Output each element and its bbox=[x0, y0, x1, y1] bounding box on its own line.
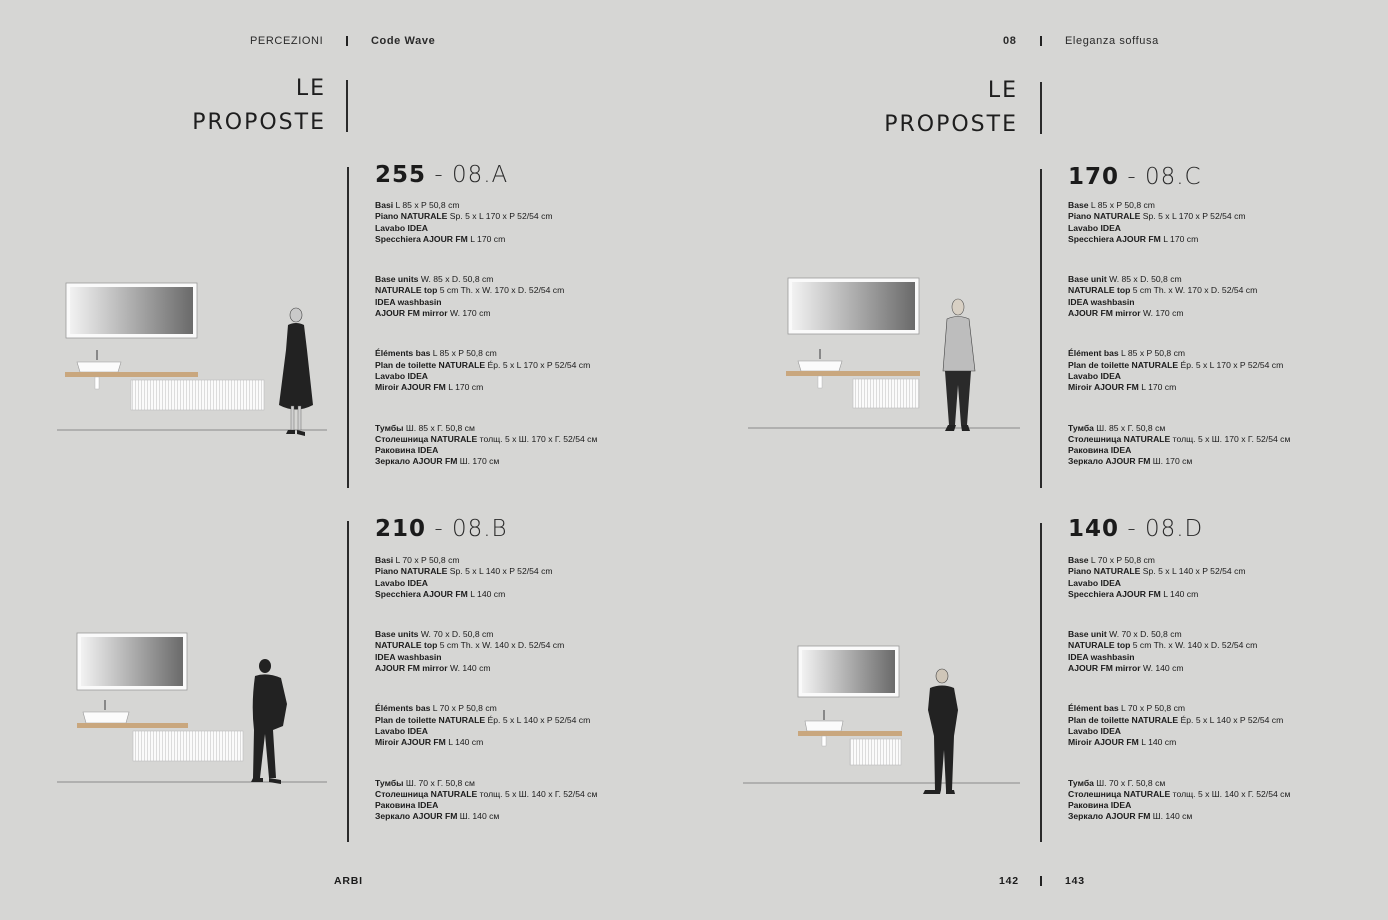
spec-dimensions: W. 70 x D. 50,8 cm bbox=[1106, 629, 1182, 640]
header-separator bbox=[1040, 36, 1042, 46]
person-silhouette bbox=[923, 669, 958, 794]
spec-item-name: Раковина IDEA bbox=[1068, 800, 1132, 811]
spec-item-name: Piano NATURALE bbox=[1068, 211, 1141, 222]
spec-line bbox=[1068, 800, 1290, 811]
spec-line bbox=[1068, 308, 1290, 319]
spec-item-name: IDEA washbasin bbox=[1068, 651, 1135, 662]
spec-line bbox=[1068, 234, 1290, 245]
spec-dimensions: L 70 x P 50,8 cm bbox=[1088, 555, 1155, 565]
spec-item-name: Basi bbox=[375, 555, 394, 565]
mirror-illustration bbox=[788, 278, 919, 334]
spec-line bbox=[1068, 555, 1290, 566]
person-silhouette bbox=[279, 308, 313, 436]
spec-group bbox=[1068, 348, 1290, 393]
spec-line bbox=[1068, 211, 1290, 222]
spec-dimensions: Ép. 5 x L 170 x P 52/54 cm bbox=[485, 359, 591, 370]
spec-line bbox=[375, 297, 597, 308]
spec-item-name: Lavabo IDEA bbox=[375, 725, 429, 736]
spec-dimensions: L 85 x P 50,8 cm bbox=[1118, 348, 1186, 359]
spec-line bbox=[375, 566, 597, 577]
spec-item-name: Lavabo IDEA bbox=[375, 222, 429, 233]
spec-item-name: Base bbox=[1068, 555, 1089, 565]
spec-group bbox=[375, 274, 597, 319]
spec-dimensions: L 140 cm bbox=[445, 737, 484, 748]
composition-specs-a bbox=[375, 200, 597, 497]
spec-group bbox=[375, 348, 597, 393]
spec-item-name: Basi bbox=[375, 200, 394, 210]
composition-code-c: 170 - 08.C bbox=[1068, 164, 1202, 190]
spec-dimensions: Ш. 70 x Г. 50,8 см bbox=[403, 777, 475, 788]
spec-dimensions: L 170 cm bbox=[467, 233, 506, 244]
spec-item-name: Base unit bbox=[1068, 274, 1107, 285]
spec-line bbox=[375, 640, 597, 651]
spec-item-name: Piano NATURALE bbox=[375, 566, 448, 577]
composition-specs-b bbox=[375, 555, 597, 852]
spec-item-name: Base unit bbox=[1068, 629, 1107, 640]
spec-dimensions: толщ. 5 x Ш. 140 x Г. 52/54 см bbox=[1170, 788, 1291, 799]
spec-line bbox=[1068, 456, 1290, 467]
spec-dimensions: Ш. 140 см bbox=[457, 811, 500, 822]
spec-item-name: AJOUR FM mirror bbox=[375, 663, 448, 674]
spec-dimensions: Ép. 5 x L 170 x P 52/54 cm bbox=[1178, 359, 1284, 370]
mirror-illustration bbox=[798, 646, 899, 697]
spec-item-name: Éléments bas bbox=[375, 348, 431, 359]
spec-dimensions: толщ. 5 x Ш. 170 x Г. 52/54 см bbox=[1170, 433, 1291, 444]
spec-line bbox=[375, 555, 597, 566]
spec-item-name: Раковина IDEA bbox=[1068, 445, 1132, 456]
spec-item-name: Plan de toilette NATURALE bbox=[375, 714, 486, 725]
spec-dimensions: L 70 x P 50,8 cm bbox=[1118, 703, 1186, 714]
chapter-title: Eleganza soffusa bbox=[1065, 35, 1159, 47]
spec-item-name: IDEA washbasin bbox=[1068, 296, 1135, 307]
chapter-number: 08 bbox=[1003, 35, 1017, 47]
composition-code-d: 140 - 08.D bbox=[1068, 516, 1204, 542]
spec-line bbox=[1068, 371, 1290, 382]
composition-rule bbox=[1040, 169, 1042, 488]
spec-line bbox=[1068, 566, 1290, 577]
spec-item-name: Specchiera AJOUR FM bbox=[1068, 233, 1161, 244]
page-title-left: LE PROPOSTE bbox=[192, 76, 326, 135]
spec-dimensions: Ш. 85 x Г. 50,8 см bbox=[1093, 422, 1166, 433]
spec-line bbox=[1068, 811, 1290, 822]
spec-item-name: Piano NATURALE bbox=[375, 211, 448, 222]
spec-dimensions: Ш. 170 см bbox=[1150, 456, 1193, 467]
spec-line bbox=[375, 360, 597, 371]
spec-item-name: Зеркало AJOUR FM bbox=[1068, 811, 1151, 822]
spec-dimensions: 5 cm Th. x W. 170 x D. 52/54 cm bbox=[437, 285, 565, 296]
spec-item-name: Столешница NATURALE bbox=[1068, 788, 1171, 799]
spec-group bbox=[1068, 423, 1290, 468]
spec-line bbox=[375, 652, 597, 663]
spec-dimensions: L 140 cm bbox=[1160, 588, 1199, 599]
spec-group bbox=[375, 555, 597, 600]
spec-line bbox=[1068, 285, 1290, 296]
spec-line bbox=[375, 423, 597, 434]
spec-line bbox=[375, 578, 597, 589]
spec-line bbox=[375, 629, 597, 640]
spec-group bbox=[1068, 703, 1290, 748]
spec-dimensions: Ш. 170 см bbox=[457, 456, 500, 467]
spec-line bbox=[375, 445, 597, 456]
spec-dimensions: 5 cm Th. x W. 140 x D. 52/54 cm bbox=[1130, 640, 1258, 651]
spec-line bbox=[375, 211, 597, 222]
spec-dimensions: Ш. 70 x Г. 50,8 см bbox=[1093, 777, 1166, 788]
composition-code-a: 255 - 08.A bbox=[375, 162, 509, 188]
spec-item-name: Piano NATURALE bbox=[1068, 566, 1141, 577]
spec-dimensions: Sp. 5 x L 140 x P 52/54 cm bbox=[447, 566, 553, 577]
composition-rule bbox=[347, 521, 349, 842]
spec-item-name: Lavabo IDEA bbox=[1068, 725, 1122, 736]
spec-line bbox=[1068, 629, 1290, 640]
spec-item-name: Specchiera AJOUR FM bbox=[1068, 588, 1161, 599]
spec-item-name: Plan de toilette NATURALE bbox=[1068, 359, 1179, 370]
composition-d-illustration bbox=[740, 640, 1025, 805]
spec-dimensions: W. 140 cm bbox=[447, 663, 491, 674]
spec-group bbox=[1068, 274, 1290, 319]
spec-dimensions: L 70 x P 50,8 cm bbox=[393, 555, 460, 565]
spec-group bbox=[1068, 778, 1290, 823]
spec-item-name: IDEA washbasin bbox=[375, 651, 442, 662]
person-silhouette bbox=[251, 659, 287, 784]
spec-dimensions: 5 cm Th. x W. 170 x D. 52/54 cm bbox=[1130, 285, 1258, 296]
spec-item-name: Тумба bbox=[1068, 422, 1094, 433]
page-title-right: LE PROPOSTE bbox=[884, 78, 1018, 137]
spec-line bbox=[375, 200, 597, 211]
spec-line bbox=[375, 663, 597, 674]
spec-dimensions: W. 140 cm bbox=[1140, 663, 1184, 674]
spec-item-name: Раковина IDEA bbox=[375, 445, 439, 456]
spec-item-name: NATURALE top bbox=[375, 285, 438, 296]
spec-line bbox=[1068, 423, 1290, 434]
spec-line bbox=[375, 285, 597, 296]
spec-dimensions: L 85 x P 50,8 cm bbox=[393, 200, 460, 210]
spec-line bbox=[1068, 652, 1290, 663]
mirror-illustration bbox=[77, 633, 187, 690]
spec-item-name: AJOUR FM mirror bbox=[1068, 308, 1141, 319]
spec-line bbox=[1068, 640, 1290, 651]
spec-line bbox=[1068, 737, 1290, 748]
composition-specs-c bbox=[1068, 200, 1290, 497]
washbasin-illustration bbox=[798, 349, 842, 371]
spec-dimensions: W. 85 x D. 50,8 cm bbox=[1106, 274, 1182, 285]
spec-line bbox=[375, 589, 597, 600]
spec-item-name: NATURALE top bbox=[1068, 285, 1131, 296]
spec-item-name: AJOUR FM mirror bbox=[1068, 663, 1141, 674]
spec-dimensions: Sp. 5 x L 140 x P 52/54 cm bbox=[1140, 566, 1246, 577]
spec-line bbox=[1068, 360, 1290, 371]
washbasin-illustration bbox=[83, 700, 129, 723]
spec-line bbox=[375, 726, 597, 737]
mirror-illustration bbox=[66, 283, 197, 338]
composition-code-b: 210 - 08.B bbox=[375, 516, 508, 542]
spec-item-name: Lavabo IDEA bbox=[375, 577, 429, 588]
spec-item-name: Зеркало AJOUR FM bbox=[375, 811, 458, 822]
composition-a-illustration bbox=[55, 280, 330, 450]
spec-line bbox=[375, 703, 597, 714]
spec-item-name: Miroir AJOUR FM bbox=[1068, 382, 1139, 393]
spec-item-name: Élément bas bbox=[1068, 703, 1119, 714]
spec-group bbox=[375, 778, 597, 823]
washbasin-illustration bbox=[805, 710, 843, 731]
spec-item-name: AJOUR FM mirror bbox=[375, 308, 448, 319]
spec-dimensions: W. 70 x D. 50,8 cm bbox=[418, 629, 494, 640]
spec-line bbox=[1068, 789, 1290, 800]
spec-dimensions: Sp. 5 x L 170 x P 52/54 cm bbox=[447, 211, 553, 222]
spec-group bbox=[1068, 555, 1290, 600]
spec-line bbox=[1068, 778, 1290, 789]
spec-item-name: Раковина IDEA bbox=[375, 800, 439, 811]
composition-c-illustration bbox=[745, 275, 1025, 450]
spec-dimensions: Ш. 140 см bbox=[1150, 811, 1193, 822]
spec-group bbox=[375, 703, 597, 748]
spec-dimensions: Ép. 5 x L 140 x P 52/54 cm bbox=[485, 714, 591, 725]
spec-group bbox=[375, 629, 597, 674]
spec-dimensions: L 85 x P 50,8 cm bbox=[430, 348, 497, 359]
spec-line bbox=[375, 737, 597, 748]
page-number-right: 143 bbox=[1065, 875, 1085, 887]
spec-dimensions: Ép. 5 x L 140 x P 52/54 cm bbox=[1178, 714, 1284, 725]
spec-line bbox=[1068, 348, 1290, 359]
composition-b-illustration bbox=[55, 630, 330, 805]
title-rule bbox=[346, 80, 348, 132]
spec-dimensions: Ш. 85 x Г. 50,8 см bbox=[403, 422, 475, 433]
spec-line bbox=[375, 434, 597, 445]
composition-rule bbox=[347, 167, 349, 488]
spec-item-name: NATURALE top bbox=[1068, 640, 1131, 651]
spec-dimensions: W. 170 cm bbox=[447, 308, 491, 319]
composition-rule bbox=[1040, 523, 1042, 842]
header-separator bbox=[346, 36, 348, 46]
spec-item-name: Élément bas bbox=[1068, 348, 1119, 359]
footer-separator bbox=[1040, 876, 1042, 886]
spec-item-name: Столешница NATURALE bbox=[375, 433, 478, 444]
spec-item-name: IDEA washbasin bbox=[375, 296, 442, 307]
spec-dimensions: L 140 cm bbox=[467, 588, 506, 599]
spec-dimensions: L 70 x P 50,8 cm bbox=[430, 703, 497, 714]
spec-item-name: Éléments bas bbox=[375, 703, 431, 714]
spec-item-name: Plan de toilette NATURALE bbox=[375, 359, 486, 370]
spec-line bbox=[1068, 715, 1290, 726]
spec-dimensions: L 170 cm bbox=[445, 382, 484, 393]
spec-line bbox=[375, 789, 597, 800]
page-number-left: 142 bbox=[999, 875, 1019, 887]
collection-name: Code Wave bbox=[371, 35, 436, 47]
spec-item-name: Lavabo IDEA bbox=[375, 370, 429, 381]
spec-item-name: Lavabo IDEA bbox=[1068, 370, 1122, 381]
spec-item-name: Specchiera AJOUR FM bbox=[375, 233, 468, 244]
spec-line bbox=[1068, 297, 1290, 308]
spec-line bbox=[1068, 382, 1290, 393]
title-rule bbox=[1040, 82, 1042, 134]
spec-line bbox=[1068, 200, 1290, 211]
washbasin-illustration bbox=[77, 350, 121, 372]
spec-dimensions: L 140 cm bbox=[1138, 737, 1177, 748]
spec-line bbox=[1068, 274, 1290, 285]
spec-dimensions: W. 85 x D. 50,8 cm bbox=[418, 274, 494, 285]
spec-item-name: Miroir AJOUR FM bbox=[375, 737, 446, 748]
spec-item-name: NATURALE top bbox=[375, 640, 438, 651]
spec-dimensions: L 170 cm bbox=[1160, 233, 1199, 244]
spec-group bbox=[1068, 629, 1290, 674]
spec-line bbox=[375, 308, 597, 319]
spec-group bbox=[1068, 200, 1290, 245]
spec-line bbox=[1068, 578, 1290, 589]
spec-dimensions: толщ. 5 x Ш. 170 x Г. 52/54 см bbox=[477, 433, 598, 444]
section-label: PERCEZIONI bbox=[250, 35, 324, 47]
spec-group bbox=[375, 200, 597, 245]
spec-line bbox=[375, 348, 597, 359]
spec-line bbox=[375, 223, 597, 234]
spec-item-name: Base units bbox=[375, 274, 419, 285]
spec-item-name: Miroir AJOUR FM bbox=[1068, 737, 1139, 748]
spec-item-name: Miroir AJOUR FM bbox=[375, 382, 446, 393]
spec-item-name: Тумба bbox=[1068, 777, 1094, 788]
spec-line bbox=[375, 371, 597, 382]
spec-dimensions: толщ. 5 x Ш. 140 x Г. 52/54 см bbox=[477, 788, 598, 799]
spec-line bbox=[375, 274, 597, 285]
spec-item-name: Plan de toilette NATURALE bbox=[1068, 714, 1179, 725]
spec-line bbox=[375, 811, 597, 822]
composition-specs-d bbox=[1068, 555, 1290, 852]
spec-line bbox=[375, 234, 597, 245]
spec-line bbox=[1068, 663, 1290, 674]
spec-dimensions: L 85 x P 50,8 cm bbox=[1088, 200, 1155, 210]
spec-line bbox=[1068, 703, 1290, 714]
spec-line bbox=[375, 778, 597, 789]
spec-item-name: Тумбы bbox=[375, 777, 404, 788]
spec-dimensions: 5 cm Th. x W. 140 x D. 52/54 cm bbox=[437, 640, 565, 651]
spec-item-name: Lavabo IDEA bbox=[1068, 222, 1122, 233]
spec-item-name: Lavabo IDEA bbox=[1068, 577, 1122, 588]
spec-item-name: Столешница NATURALE bbox=[375, 788, 478, 799]
spec-dimensions: Sp. 5 x L 170 x P 52/54 cm bbox=[1140, 211, 1246, 222]
spec-item-name: Specchiera AJOUR FM bbox=[375, 588, 468, 599]
spec-line bbox=[1068, 589, 1290, 600]
spec-item-name: Зеркало AJOUR FM bbox=[1068, 456, 1151, 467]
spec-item-name: Столешница NATURALE bbox=[1068, 433, 1171, 444]
spec-line bbox=[1068, 445, 1290, 456]
spec-dimensions: W. 170 cm bbox=[1140, 308, 1184, 319]
spec-line bbox=[375, 456, 597, 467]
spec-line bbox=[375, 800, 597, 811]
spec-line bbox=[375, 382, 597, 393]
spec-line bbox=[1068, 223, 1290, 234]
person-silhouette bbox=[943, 299, 975, 431]
spec-item-name: Base units bbox=[375, 629, 419, 640]
spec-item-name: Base bbox=[1068, 200, 1089, 210]
spec-line bbox=[1068, 726, 1290, 737]
spec-item-name: Зеркало AJOUR FM bbox=[375, 456, 458, 467]
spec-line bbox=[375, 715, 597, 726]
brand-footer: ARBI bbox=[334, 875, 363, 887]
spec-group bbox=[375, 423, 597, 468]
spec-dimensions: L 170 cm bbox=[1138, 382, 1177, 393]
spec-line bbox=[1068, 434, 1290, 445]
spec-item-name: Тумбы bbox=[375, 422, 404, 433]
